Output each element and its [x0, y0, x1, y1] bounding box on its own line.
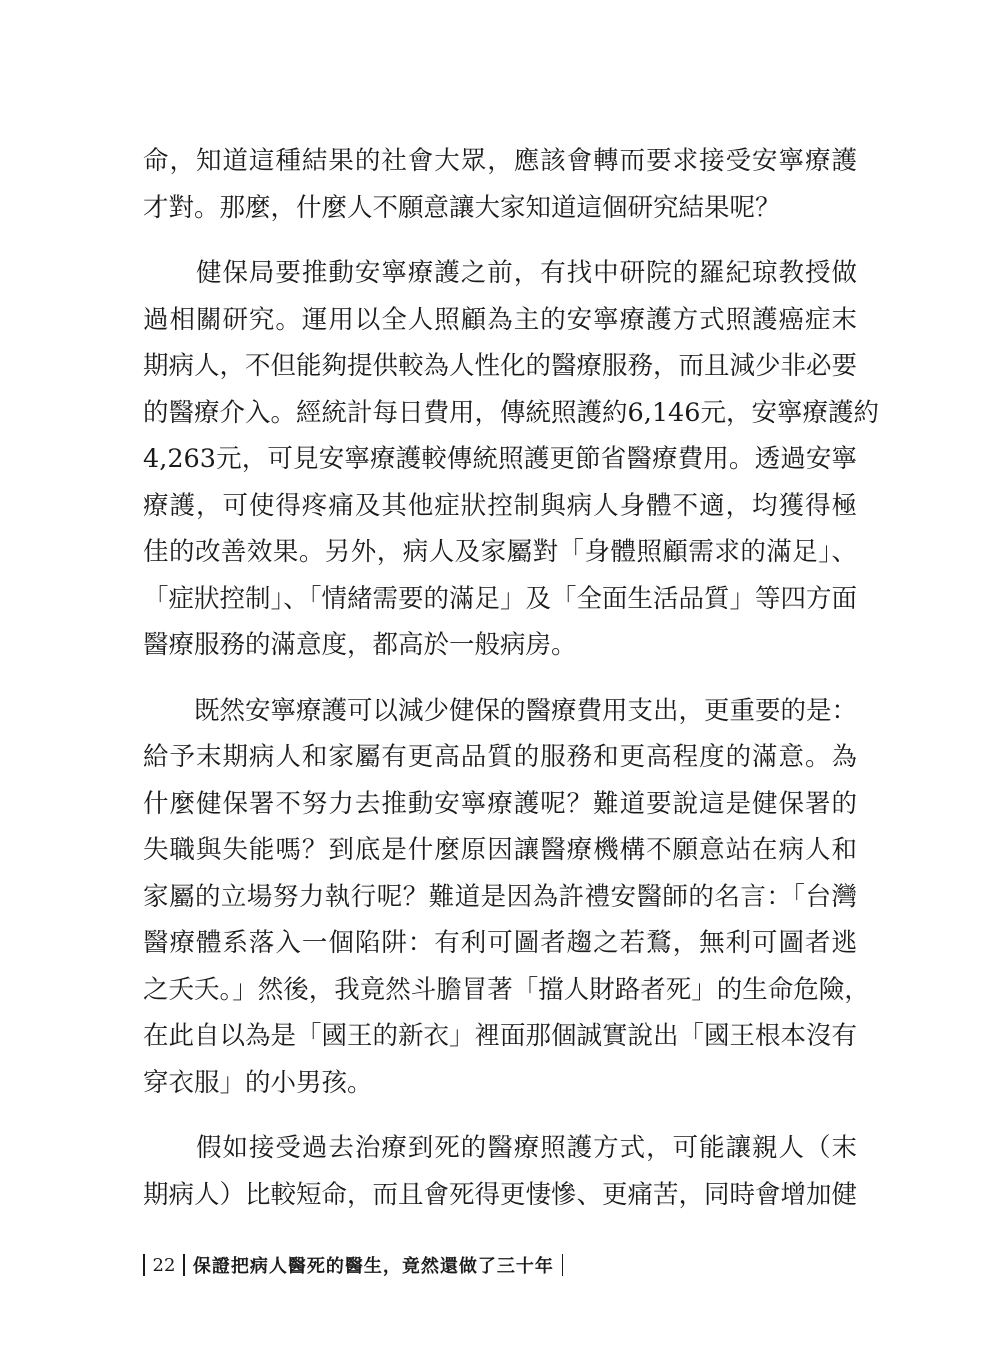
text-line: 命，知道這種結果的社會大眾，應該會轉而要求接受安寧療護 — [143, 146, 857, 176]
text-line: 健保局要推動安寧療護之前，有找中研院的羅紀琼教授做 — [143, 258, 857, 288]
text-line: 家屬的立場努力執行呢？難道是因為許禮安醫師的名言：「台灣 — [143, 881, 857, 912]
text-line: 既然安寧療護可以減少健保的醫療費用支出，更重要的是： — [143, 695, 858, 726]
text-line: 醫療體系落入一個陷阱：有利可圖者趨之若鶩，無利可圖者逃 — [143, 928, 857, 958]
text-line: 之夭夭。」然後，我竟然斗膽冒著「擋人財路者死」的生命危險， — [143, 974, 870, 1005]
text-line: 失職與失能嗎？到底是什麼原因讓醫療機構不願意站在病人和 — [143, 835, 857, 865]
paragraph — [143, 138, 857, 231]
text-line: 佳的改善效果。另外，病人及家屬對「身體照顧需求的滿足」、 — [143, 537, 857, 567]
text-line: 假如接受過去治療到死的醫療照護方式，可能讓親人（末 — [143, 1133, 857, 1163]
footer-divider — [562, 1254, 564, 1276]
text-line: 才對。那麼，什麼人不願意讓大家知道這個研究結果呢？ — [143, 192, 781, 223]
text-line: 期病人，不但能夠提供較為人性化的醫療服務，而且減少非必要 — [143, 351, 858, 381]
text-line: 期病人）比較短命，而且會死得更悽慘、更痛苦，同時會增加健 — [143, 1179, 858, 1210]
running-title: 保證把病人醫死的醫生，竟然還做了三十年 — [192, 1256, 554, 1277]
paragraph — [143, 1125, 857, 1218]
text-line: 在此自以為是「國王的新衣」裡面那個誠實說出「國王根本沒有 — [143, 1021, 858, 1051]
text-line: 醫療服務的滿意度，都高於一般病房。 — [143, 630, 577, 660]
text-line: 過相關研究。運用以全人照顧為主的安寧療護方式照護癌症末 — [143, 304, 857, 335]
paragraph — [143, 250, 880, 669]
text-line: 什麼健保署不努力去推動安寧療護呢？難道要說這是健保署的 — [143, 788, 857, 819]
body-text — [143, 138, 880, 1237]
text-line: 給予末期病人和家屬有更高品質的服務和更高程度的滿意。為 — [143, 742, 857, 772]
text-line: 「症狀控制」、「情緒需要的滿足」及「全面生活品質」等四方面 — [143, 583, 858, 614]
page-footer — [143, 1250, 563, 1280]
paragraph — [143, 688, 870, 1107]
text-line: 療護，可使得疼痛及其他症狀控制與病人身體不適，均獲得極 — [143, 490, 857, 521]
page-number: 22 — [152, 1254, 176, 1276]
text-line: 的醫療介入。經統計每日費用，傳統照護約6,146元，安寧療護約 — [143, 397, 880, 428]
text-line: 4,263元，可見安寧療護較傳統照護更節省醫療費用。透過安寧 — [143, 444, 857, 474]
text-line: 穿衣服」的小男孩。 — [143, 1067, 373, 1098]
